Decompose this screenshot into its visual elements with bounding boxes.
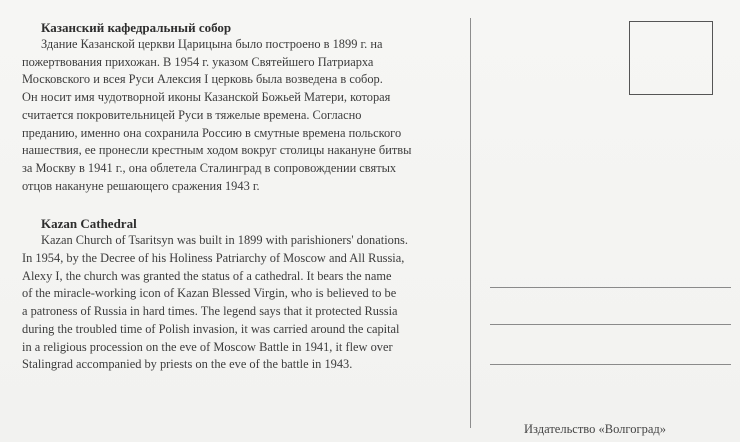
text-line: пожертвования прихожан. В 1954 г. указом Святейшего Патриарха: [22, 54, 374, 69]
english-title: Kazan Cathedral: [41, 216, 137, 232]
stamp-box: [629, 21, 713, 95]
text-line: отцов накануне решающего сражения 1943 г.: [22, 178, 260, 193]
text-line: Здание Казанской церкви Царицына было построено в 1899 г. на: [41, 37, 383, 51]
address-line: [490, 287, 731, 288]
text-line: Он носит имя чудотворной иконы Казанской Божьей Матери, которая: [22, 90, 391, 105]
center-divider: [470, 18, 471, 428]
text-line: Московского и всея Руси Алексия I церковь была возведена в собор.: [22, 72, 383, 87]
text-line: Kazan Church of Tsaritsyn was built in 1899 with parishioners' donations.: [41, 233, 408, 248]
text-line: считается покровительницей Руси в тяжелые времена. Согласно: [22, 107, 362, 122]
russian-text: [22, 36, 462, 195]
text-line: in a religious procession on the eve of Moscow Battle in 1941, it flew over: [22, 339, 393, 354]
text-line: a patroness of Russia in hard times. The legend says that it protected Russia: [22, 304, 398, 319]
english-description: [22, 216, 462, 374]
text-line: Alexy I, the church was granted the status of a cathedral. It bears the name: [22, 268, 392, 283]
text-line: of the miracle-working icon of Kazan Blessed Virgin, who is believed to be: [22, 286, 397, 301]
russian-title: Казанский кафедральный собор: [41, 20, 232, 35]
russian-description: [22, 20, 462, 195]
address-line: [490, 364, 731, 365]
text-line: Stalingrad accompanied by priests on the eve of the battle in 1943.: [22, 357, 353, 372]
text-line: In 1954, by the Decree of his Holiness Patriarchy of Moscow and All Russia,: [22, 251, 405, 266]
text-line: за Москву в 1941 г., она облетела Сталинград в сопровождении святых: [22, 160, 397, 175]
english-text: [22, 232, 462, 374]
description-column: [22, 20, 462, 374]
text-line: during the troubled time of Polish invasion, it was carried around the capital: [22, 321, 400, 336]
text-line: преданию, именно она сохранила Россию в смутные времена польского: [22, 125, 402, 140]
publisher-label: Издательство «Волгоград»: [524, 422, 666, 436]
address-line: [490, 324, 731, 325]
text-line: нашествия, ее пронесли крестным ходом вокруг столицы накануне битвы: [22, 143, 412, 158]
